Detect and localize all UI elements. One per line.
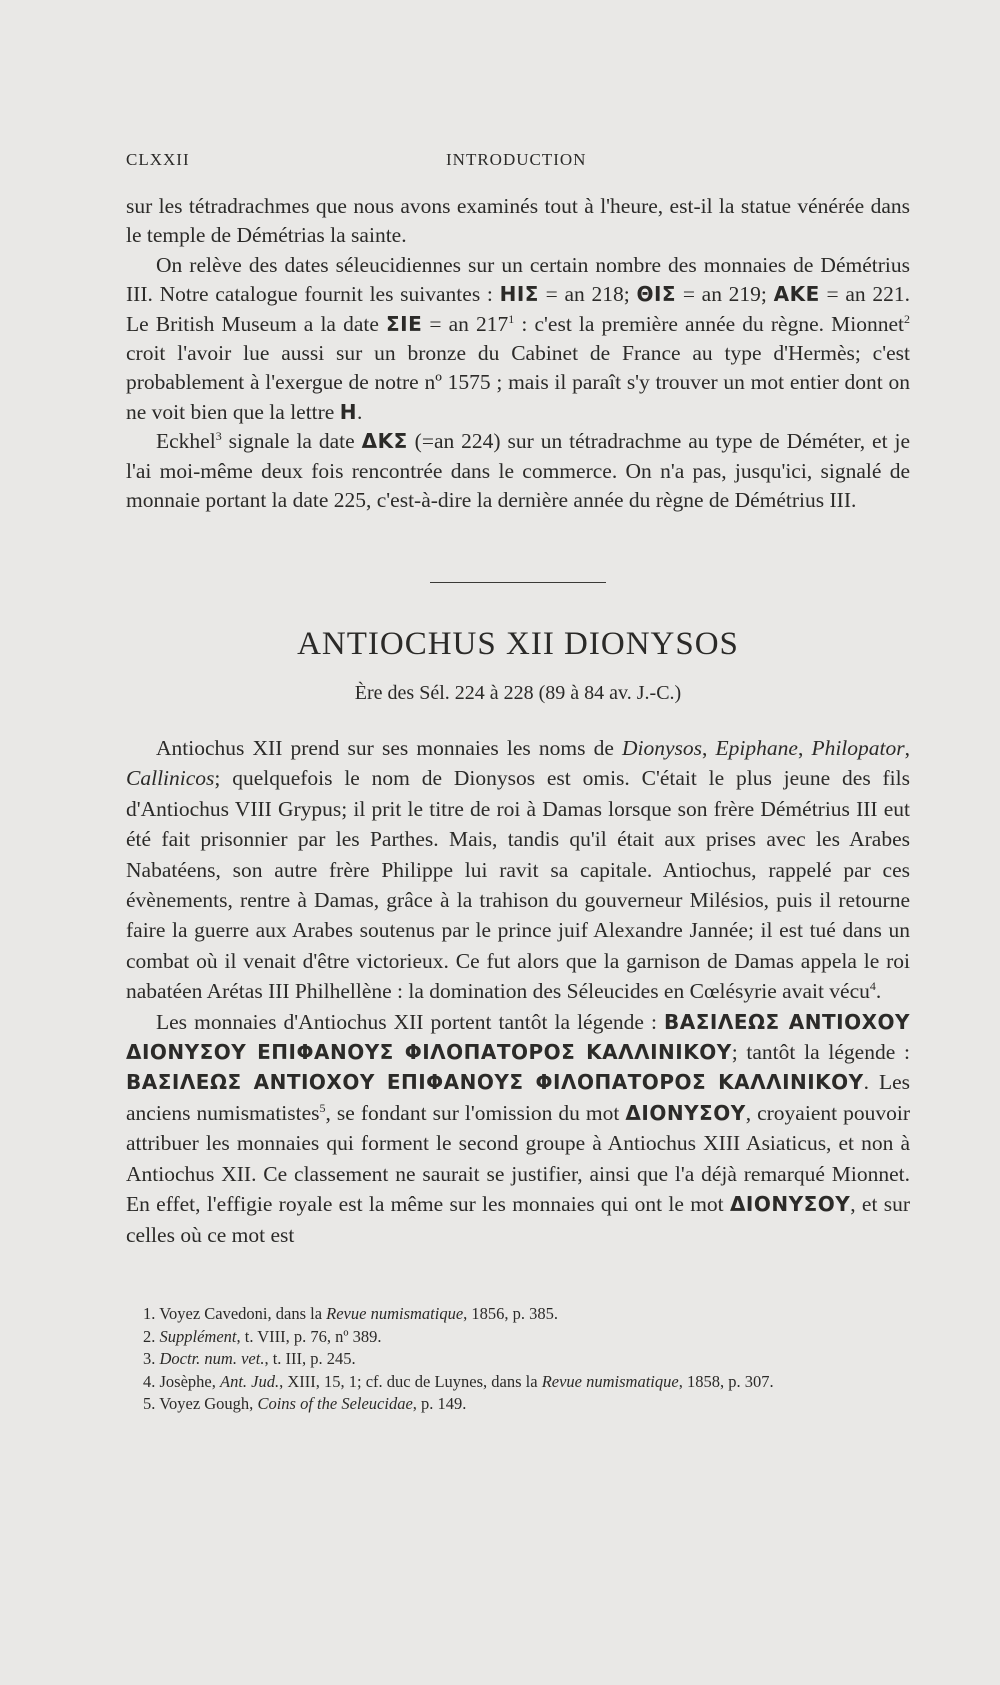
section-subtitle: Ère des Sél. 224 à 228 (89 à 84 av. J.-C.) bbox=[354, 682, 682, 704]
greek-date: ΔΚΣ bbox=[361, 429, 408, 454]
footnote-ref[interactable]: 4 bbox=[869, 979, 876, 994]
footnote-2: 2. Supplément, t. VIII, p. 76, nº 389. bbox=[143, 1326, 382, 1346]
footnote-5: 5. Voyez Gough, Coins of the Seleucidae, p. 149. bbox=[143, 1394, 467, 1413]
greek-date: ΗΙΣ bbox=[499, 282, 539, 307]
footnote-3: 3. Doctr. num. vet., t. III, p. 245. bbox=[143, 1349, 356, 1368]
footnote-ref[interactable]: 5 bbox=[319, 1100, 326, 1115]
footnote-ref[interactable]: 2 bbox=[904, 311, 910, 326]
greek-legend: ΒΑΣΙΛΕΩΣ ΑΝΤΙΟΧΟΥ ΕΠΙΦΑΝΟΥΣ ΦΙΛΟΠΑΤΟΡΟΣ ΚΑΛΛΙΝΙΚΟΥ bbox=[126, 1070, 864, 1095]
paragraph: On relève des dates séleucidiennes sur un certain nombre des monnaies de Démétrius III. Notre catalogue fournit les suivantes : ΗΙΣ = an 218; ΘΙΣ = an 219; ΑΚΕ = an 221. Le British Museum a la date ΣΙΕ = an $217^1$ : c'est la première année du règne. Mionnet$^2$ croit l'avoir lue aussi sur un bronze du Cabinet de France au type d'Hermès; c'est probablement à l'exergue de notre nº 1575 ; mais il paraît s'y trouver un mot entier dont on ne voit bien que la lettre Η. bbox=[126, 252, 910, 424]
footnote-4: 4. Josèphe, Ant. Jud., XIII, 15, 1; cf. duc de Luynes, dans la Revue numismatique, 1858, p. 307. bbox=[143, 1371, 774, 1391]
paragraph: Eckhel$^3$ signale la date ΔΚΣ (=an 224) sur un tétradrachme au type de Déméter, et je l'ai moi-même deux fois rencontrée dans le commerce. On n'a pas, jusqu'ici, signalé de monnaie portant la date 225, c'est-à-dire la dernière année du règne de Démétrius III. bbox=[126, 429, 910, 513]
paragraph: sur les tétradrachmes que nous avons examinés tout à l'heure, est-il la statue vénérée dans le temple de Démétrias la sainte. bbox=[126, 194, 910, 248]
page-number: CLXXII bbox=[126, 150, 190, 169]
greek-date: ΘΙΣ bbox=[636, 282, 677, 307]
section-antiochus-text bbox=[126, 733, 910, 1250]
greek-word: ΔΙΟΝΥΣΟΥ bbox=[729, 1192, 851, 1217]
section-demetrius-text bbox=[126, 192, 910, 515]
footnotes bbox=[143, 1303, 903, 1416]
running-title: INTRODUCTION bbox=[446, 150, 587, 169]
section-title: ANTIOCHUS XII DIONYSOS bbox=[297, 626, 739, 662]
greek-legend: ΒΑΣΙΛΕΩΣ ΑΝΤΙΟΧΟΥ ΔΙΟΝΥΣΟΥ ΕΠΙΦΑΝΟΥΣ ΦΙΛΟΠΑΤΟΡΟΣ ΚΑΛΛΙΝΙΚΟΥ bbox=[126, 1009, 910, 1065]
paragraph: Antiochus XII prend sur ses monnaies les noms de Dionysos, Epiphane, Philopator, Callinicos; quelquefois le nom de Dionysos est omis. C'était le plus jeune des fils d'Antiochus VIII Grypus; il prit le titre de roi à Damas lorsque son frère Démétrius III eut été fait prisonnier par les Parthes. Mais, tandis qu'il était aux prises avec les Arabes Nabatéens, son autre frère Philippe lui ravit sa capitale. Antiochus, rappelé par ces évènements, rentre à Damas, grâce à la trahison du gouverneur Milésios, puis il retourne faire la guerre aux Arabes soutenus par le prince juif Alexandre Jannée; il est tué dans un combat où il venait d'être victorieux. Ce fut alors que la garnison de Damas appela le roi nabatéen Arétas III Philhellène : la domination des Séleucides en Cœlésyrie avait vécu$^4$. bbox=[126, 736, 910, 1004]
greek-date: ΑΚΕ bbox=[773, 282, 820, 307]
footnote-ref[interactable]: 1 bbox=[508, 311, 515, 326]
footnote-ref[interactable]: 3 bbox=[215, 429, 222, 444]
paragraph: Les monnaies d'Antiochus XII portent tantôt la légende : ΒΑΣΙΛΕΩΣ ΑΝΤΙΟΧΟΥ ΔΙΟΝΥΣΟΥ ΕΠΙΦΑΝΟΥΣ ΦΙΛΟΠΑΤΟΡΟΣ ΚΑΛΛΙΝΙΚΟΥ; tantôt la légende : ΒΑΣΙΛΕΩΣ ΑΝΤΙΟΧΟΥ ΕΠΙΦΑΝΟΥΣ ΦΙΛΟΠΑΤΟΡΟΣ ΚΑΛΛΙΝΙΚΟΥ. Les anciens numismatistes$^5$, se fondant sur l'omission du mot ΔΙΟΝΥΣΟΥ, croyaient pouvoir attribuer les monnaies qui forment le second groupe à Antiochus XIII Asiaticus, et non à Antiochus XII. Ce classement ne saurait se justifier, ainsi que l'a déjà remarqué Mionnet. En effet, l'effigie royale est la même sur les monnaies qui ont le mot ΔΙΟΝΥΣΟΥ, et sur celles où ce mot est bbox=[126, 1009, 911, 1247]
greek-date: ΣΙΕ bbox=[386, 311, 423, 336]
greek-letter: Η bbox=[339, 399, 357, 424]
greek-word: ΔΙΟΝΥΣΟΥ bbox=[625, 1100, 746, 1125]
section-divider bbox=[430, 582, 606, 583]
footnote-1: 1. Voyez Cavedoni, dans la Revue numismatique, 1856, p. 385. bbox=[143, 1304, 559, 1323]
